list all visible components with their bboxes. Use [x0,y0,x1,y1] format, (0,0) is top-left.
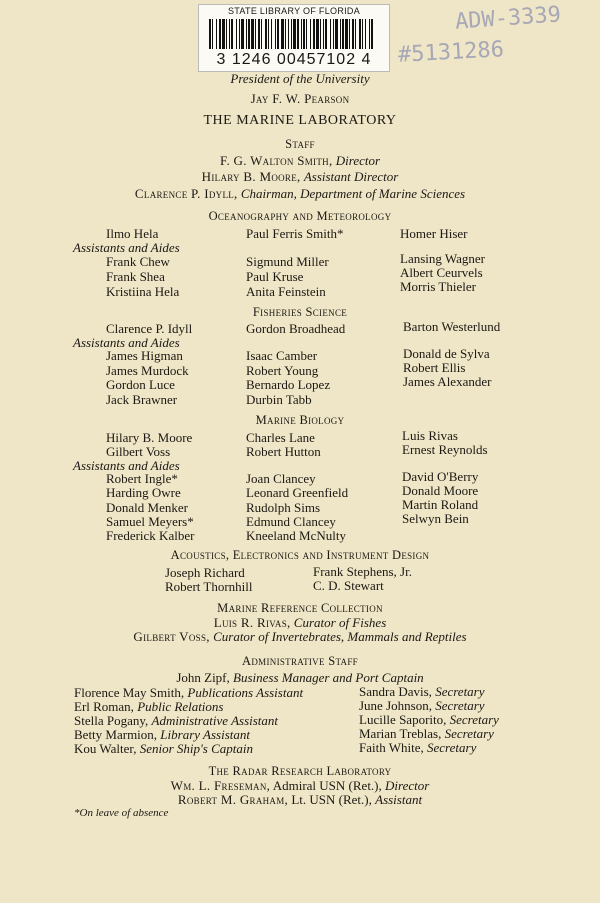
list-item: Kristiina Hela [106,284,180,299]
list-item: Frederick Kalber [106,528,195,544]
staff-chairman [0,186,600,202]
radar2-role: Assistant [375,792,423,807]
director-role: Director [335,153,381,168]
president-title: President of the University [230,71,370,86]
reference-line-2 [0,629,600,645]
list-item: June Johnson, Secretary [359,698,485,713]
list-item: Anita Feinstein [246,284,326,299]
chair-role: Chairman, Department of Marine Sciences [240,186,466,201]
radar1-role: Director [385,778,430,793]
handwritten-code-1: ADW-3339 [454,2,562,35]
asst-name: Hilary B. Moore, [201,169,301,184]
fish-col-3 [403,347,491,389]
radar-line-2 [0,792,600,808]
radar2-rank: Lt. USN (Ret.), [291,792,372,807]
list-item: Marian Treblas, Secretary [359,726,494,741]
ocean-col-1 [106,254,179,299]
library-barcode-label [198,4,390,72]
asst-role: Assistant Director [303,169,399,184]
bio-head-1-3: Luis Rivas [402,428,458,443]
bio-col-3 [402,470,478,526]
ocean-col-2 [246,254,329,299]
ocean-aides-label: Assistants and Aides [73,240,180,255]
list-item: Sandra Davis, Secretary [359,684,485,699]
acoustics-col-2 [313,565,412,593]
list-item: Kneeland McNulty [246,528,347,544]
list-item: Bernardo Lopez [246,377,331,392]
fish-head-2: Gordon Broadhead [246,321,346,336]
ref1-name: Luis R. Rivas, [213,615,291,630]
list-item: Donald Menker [106,499,188,515]
list-item: James Murdock [106,362,189,378]
list-item: Harding Owre [106,485,181,501]
admin-lead [0,670,600,686]
list-item: Samuel Meyers* [106,513,194,529]
bio-heading: Marine Biology [255,413,345,427]
ocean-heading: Oceanography and Meteorology [208,209,392,223]
reference-heading: Marine Reference Collection [217,601,383,615]
fish-heading: Fisheries Science [252,305,348,319]
list-item: Edmund Clancey [246,513,336,529]
ref2-name: Gilbert Voss, [133,629,210,644]
list-item: Frank Stephens, Jr. [313,564,412,579]
list-item: Gordon Luce [106,377,175,392]
ocean-col-3 [400,252,485,294]
radar1-rank: Admiral USN (Ret.), [272,778,382,793]
list-item: Selwyn Bein [402,511,469,526]
list-item: Martin Roland [402,497,479,512]
chair-name: Clarence P. Idyll, [134,186,238,201]
list-item: Isaac Camber [246,348,318,363]
acoustics-col-1 [165,566,253,594]
ocean-head-1: Ilmo Hela [106,226,159,241]
list-item: Donald Moore [402,483,479,498]
bio-head-2-1: Gilbert Voss [106,444,171,459]
list-item: Joan Clancey [246,471,316,486]
list-item: Morris Thieler [400,279,476,294]
president-name: Jay F. W. Pearson [250,91,350,106]
list-item: Durbin Tabb [246,391,312,407]
list-item: James Alexander [403,374,492,389]
list-item: C. D. Stewart [313,578,384,593]
ocean-head-2: Paul Ferris Smith* [246,226,344,241]
staff-assistant-director [0,169,600,185]
ref2-role: Curator of Invertebrates, Mammals and Reptiles [213,629,467,644]
fish-head-3: Barton Westerlund [403,319,501,334]
staff-heading: Staff [285,137,315,151]
ocean-head-3: Homer Hiser [400,226,468,241]
list-item: Florence May Smith, Publications Assistant [74,685,304,700]
fish-col-1 [106,349,189,407]
bio-head-1-2: Charles Lane [246,430,315,445]
barcode-icon [209,19,377,49]
admin-heading: Administrative Staff [242,654,358,668]
fish-col-2 [246,349,330,407]
bio-aides-label: Assistants and Aides [73,458,180,473]
fish-head-1: Clarence P. Idyll [106,321,193,336]
list-item: Betty Marmion, Library Assistant [74,727,250,742]
list-item: Sigmund Miller [246,254,329,269]
list-item: Jack Brawner [106,391,178,407]
staff-director [0,153,600,169]
fish-aides-label: Assistants and Aides [73,335,180,350]
list-item: David O'Berry [402,469,479,484]
list-item: James Higman [106,348,183,363]
handwritten-code-2: #5131286 [397,37,505,68]
library-name: STATE LIBRARY OF FLORIDA [227,6,361,16]
bio-head-2-2: Robert Hutton [246,444,321,459]
footnote: *On leave of absence [74,807,169,819]
list-item: Robert Thornhill [165,579,253,594]
director-name: F. G. Walton Smith, [219,153,333,168]
list-item: Frank Chew [106,254,170,269]
list-item: Paul Kruse [246,269,304,284]
admin-left-col [74,686,303,756]
list-item: Robert Ellis [403,360,466,375]
list-item: Stella Pogany, Administrative Assistant [74,713,279,728]
lead-role: Business Manager and Port Captain [233,670,424,685]
bio-head-1-1: Hilary B. Moore [106,430,193,445]
list-item: Kou Walter, Senior Ship's Captain [74,741,254,756]
list-item: Lucille Saporito, Secretary [359,712,499,727]
list-item: Rudolph Sims [246,499,321,515]
lab-title: THE MARINE LABORATORY [203,113,397,128]
bio-head-2-3: Ernest Reynolds [402,442,488,457]
list-item: Leonard Greenfield [246,485,349,501]
list-item: Robert Young [246,362,319,378]
ref1-role: Curator of Fishes [293,615,387,630]
list-item: Faith White, Secretary [359,740,477,755]
acoustics-heading: Acoustics, Electronics and Instrument Design [170,548,430,562]
radar-heading: The Radar Research Laboratory [208,764,392,778]
list-item: Lansing Wagner [400,251,485,266]
barcode-number: 3 1246 00457102 4 [216,51,372,68]
radar1-name: Wm. L. Freseman, [170,778,271,793]
bio-col-1 [106,472,194,543]
list-item: Donald de Sylva [403,346,490,361]
list-item: Albert Ceurvels [400,265,483,280]
list-item: Frank Shea [106,269,165,284]
radar2-name: Robert M. Graham, [177,792,289,807]
admin-right-col [359,685,499,755]
lead-name: John Zipf, [176,670,230,685]
bio-col-2 [246,472,348,543]
list-item: Robert Ingle* [106,471,178,486]
list-item: Erl Roman, Public Relations [74,699,224,714]
list-item: Joseph Richard [165,565,245,580]
